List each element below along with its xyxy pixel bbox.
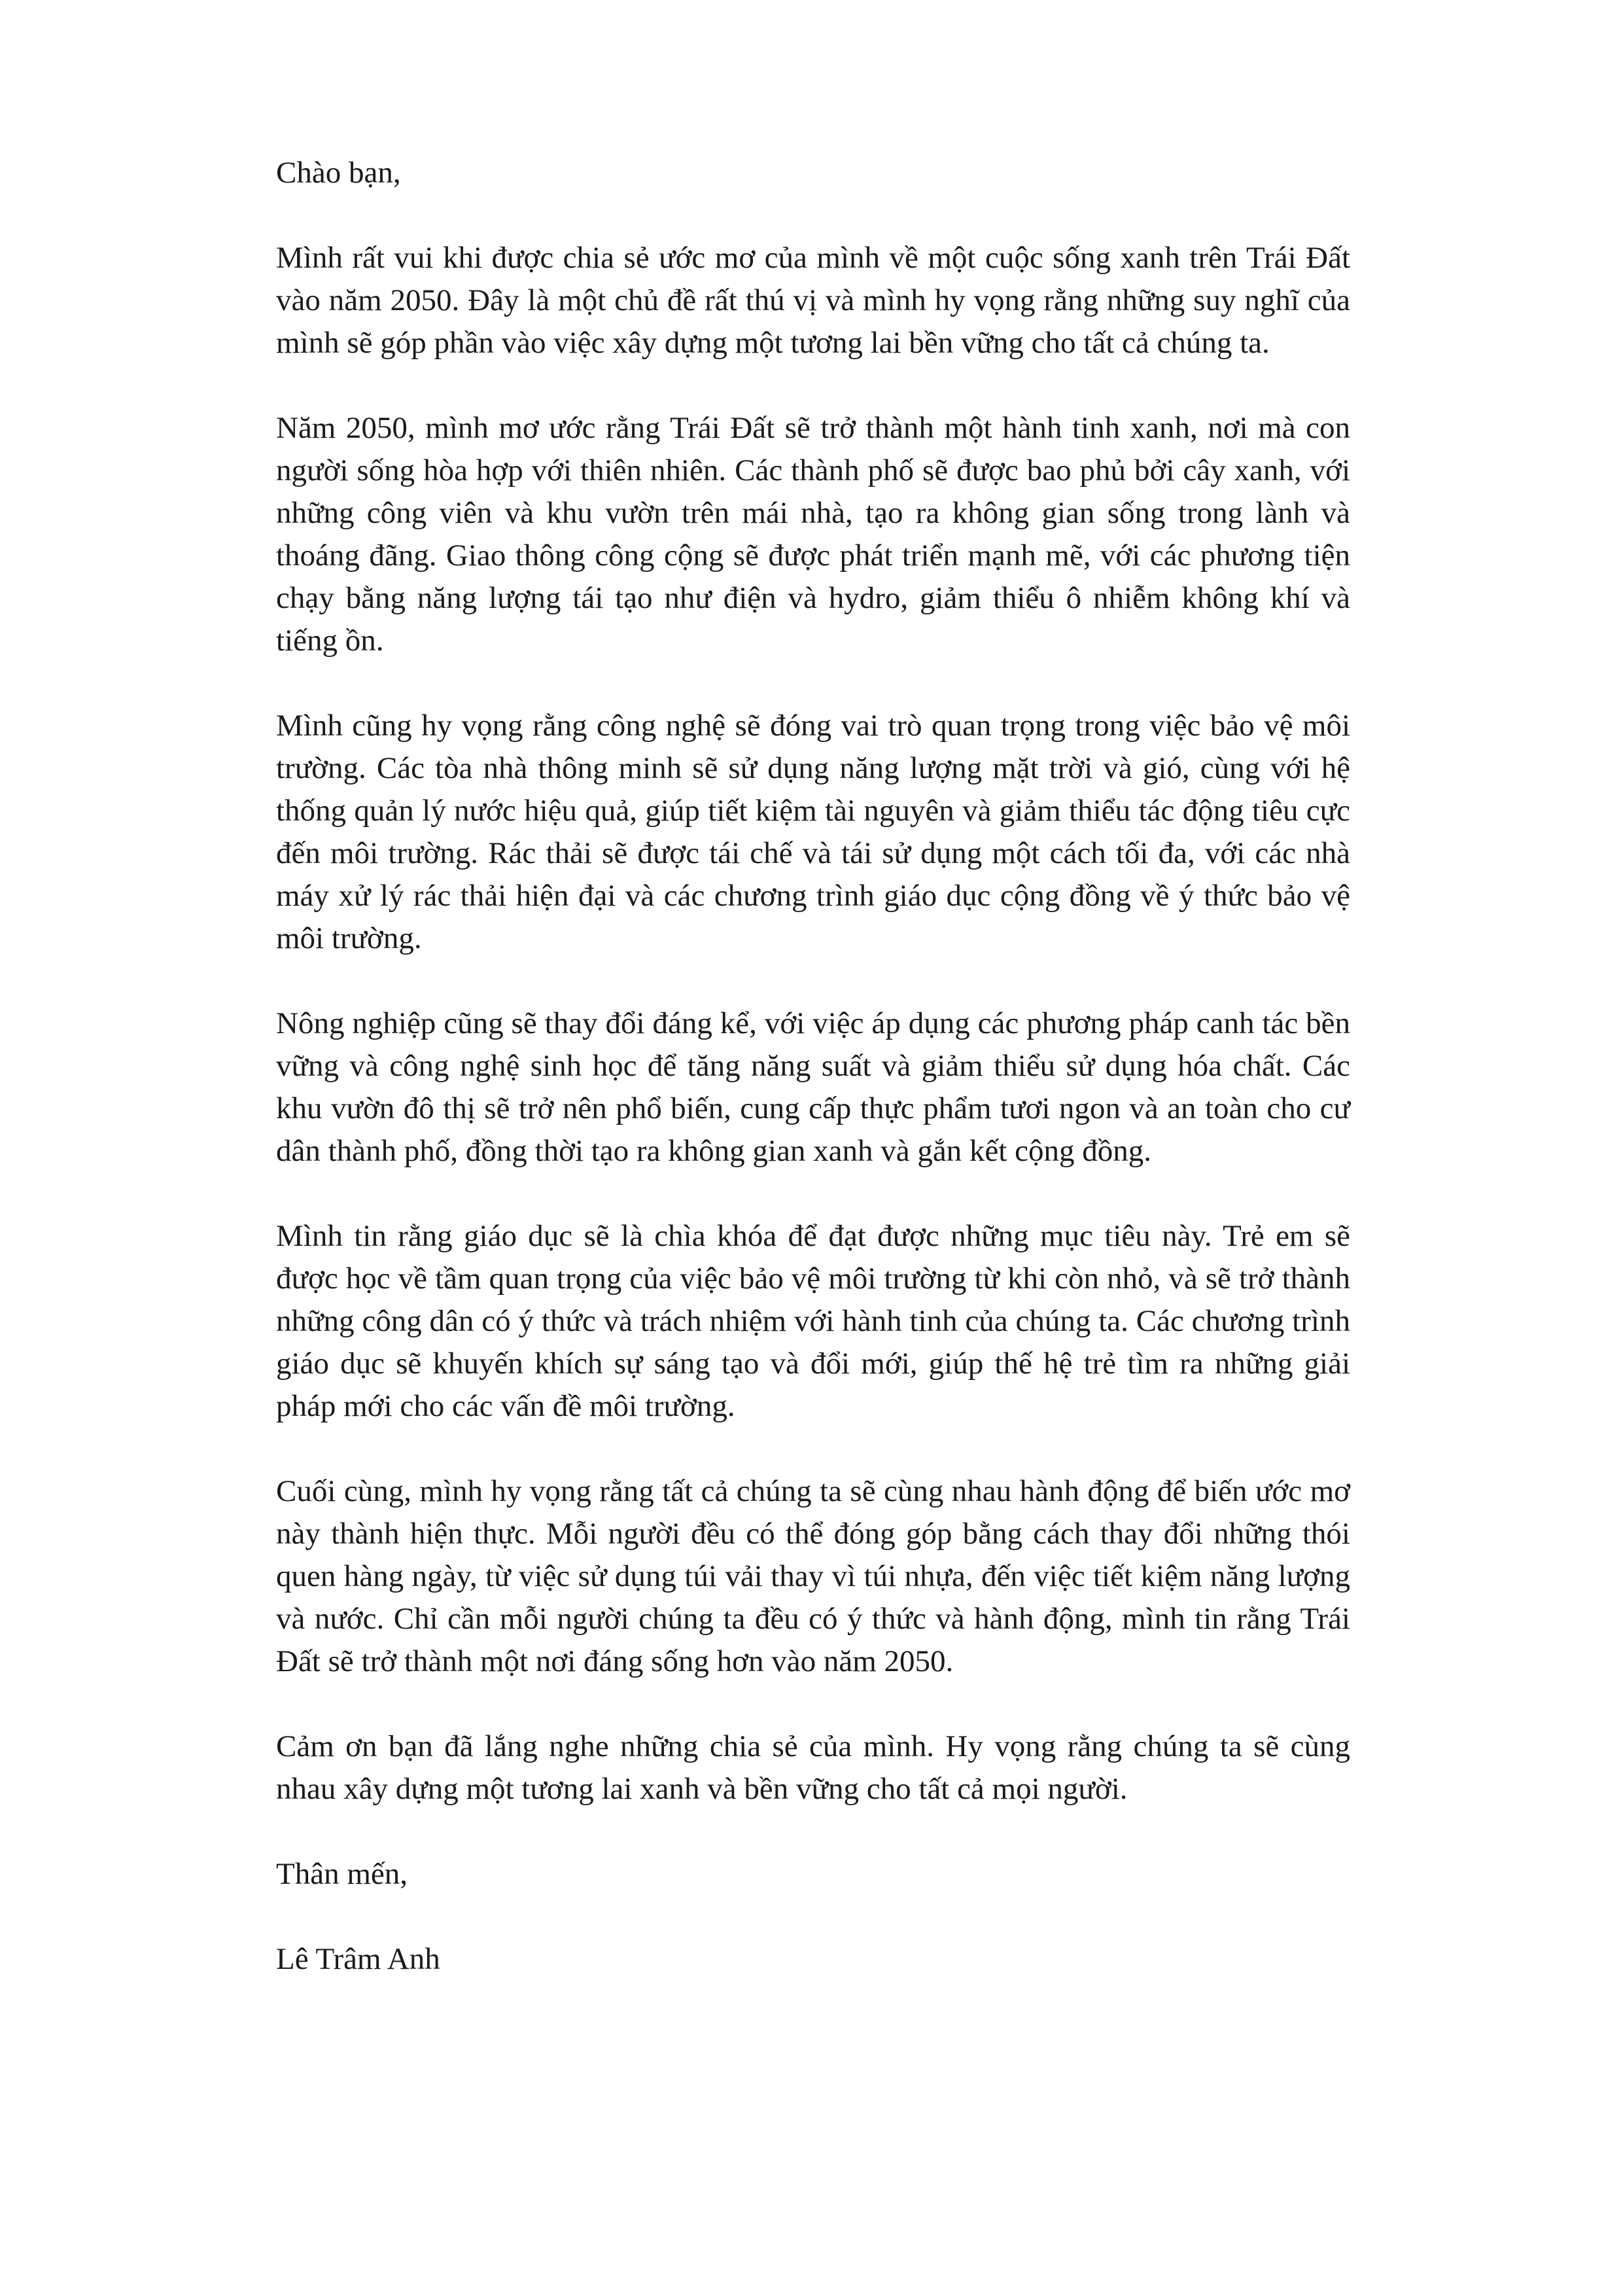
greeting: Chào bạn, (276, 156, 401, 190)
paragraph-agriculture: Nông nghiệp cũng sẽ thay đổi đáng kể, với việc áp dụng các phương pháp canh tác bền vững và công nghệ sinh học để tăng năng suất và giảm thiểu sử dụng hóa chất. Các khu vườn đô thị sẽ trở nên phổ biến, cung cấp thực phẩm tươi ngon và an toàn cho cư dân thành phố, đồng thời tạo ra không gian xanh và gắn kết cộng đồng. (276, 1006, 1350, 1168)
paragraph-action: Cuối cùng, mình hy vọng rằng tất cả chúng ta sẽ cùng nhau hành động để biến ước mơ này thành hiện thực. Mỗi người đều có thể đóng góp bằng cách thay đổi những thói quen hàng ngày, từ việc sử dụng túi vải thay vì túi nhựa, đến việc tiết kiệm năng lượng và nước. Chỉ cần mỗi người chúng ta đều có ý thức và hành động, mình tin rằng Trái Đất sẽ trở thành một nơi đáng sống hơn vào năm 2050. (276, 1474, 1350, 1678)
signature: Lê Trâm Anh (276, 1942, 440, 1976)
paragraph-green-cities: Năm 2050, mình mơ ước rằng Trái Đất sẽ trở thành một hành tinh xanh, nơi mà con người sống hòa hợp với thiên nhiên. Các thành phố sẽ được bao phủ bởi cây xanh, với những công viên và khu vườn trên mái nhà, tạo ra không gian sống trong lành và thoáng đãng. Giao thông công cộng sẽ được phát triển mạnh mẽ, với các phương tiện chạy bằng năng lượng tái tạo như điện và hydro, giảm thiểu ô nhiễm không khí và tiếng ồn. (276, 411, 1350, 658)
closing: Thân mến, (276, 1857, 408, 1891)
paragraph-thanks: Cảm ơn bạn đã lắng nghe những chia sẻ của mình. Hy vọng rằng chúng ta sẽ cùng nhau xây dựng một tương lai xanh và bền vững cho tất cả mọi người. (276, 1729, 1350, 1806)
paragraph-technology: Mình cũng hy vọng rằng công nghệ sẽ đóng vai trò quan trọng trong việc bảo vệ môi trường. Các tòa nhà thông minh sẽ sử dụng năng lượng mặt trời và gió, cùng với hệ thống quản lý nước hiệu quả, giúp tiết kiệm tài nguyên và giảm thiểu tác động tiêu cực đến môi trường. Rác thải sẽ được tái chế và tái sử dụng một cách tối đa, với các nhà máy xử lý rác thải hiện đại và các chương trình giáo dục cộng đồng về ý thức bảo vệ môi trường. (276, 709, 1350, 955)
paragraph-intro: Mình rất vui khi được chia sẻ ước mơ của mình về một cuộc sống xanh trên Trái Đất vào năm 2050. Đây là một chủ đề rất thú vị và mình hy vọng rằng những suy nghĩ của mình sẽ góp phần vào việc xây dựng một tương lai bền vững cho tất cả chúng ta. (276, 241, 1350, 360)
letter-body (276, 152, 1350, 1981)
paragraph-education: Mình tin rằng giáo dục sẽ là chìa khóa để đạt được những mục tiêu này. Trẻ em sẽ được học về tầm quan trọng của việc bảo vệ môi trường từ khi còn nhỏ, và sẽ trở thành những công dân có ý thức và trách nhiệm với hành tinh của chúng ta. Các chương trình giáo dục sẽ khuyến khích sự sáng tạo và đổi mới, giúp thế hệ trẻ tìm ra những giải pháp mới cho các vấn đề môi trường. (276, 1219, 1350, 1423)
